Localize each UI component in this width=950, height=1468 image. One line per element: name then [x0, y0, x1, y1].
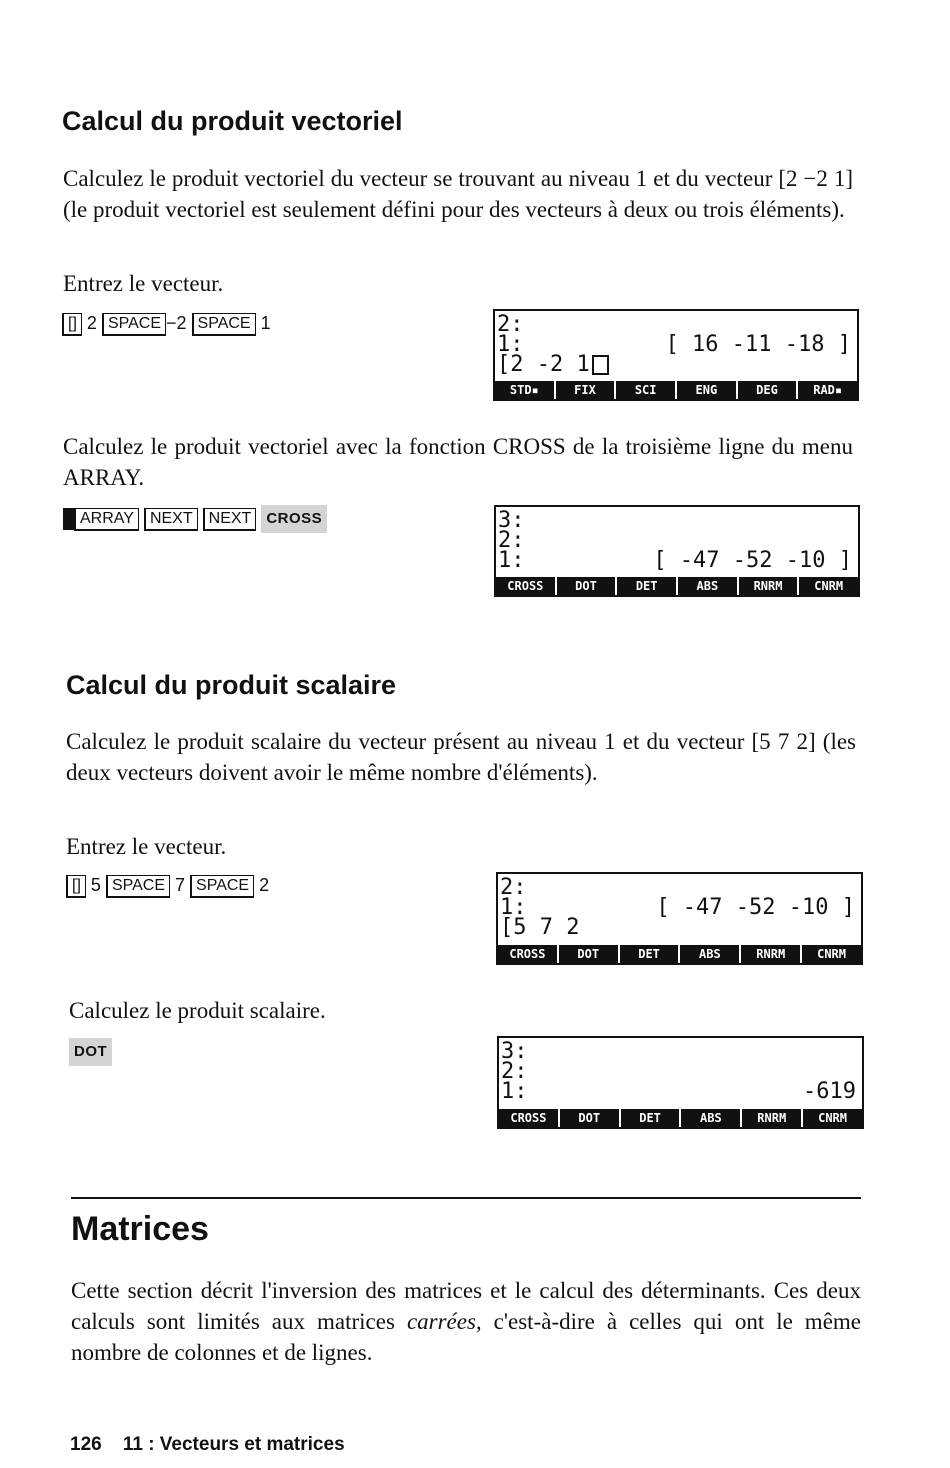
paragraph: Calculez le produit scalaire. — [69, 998, 326, 1023]
keystroke-sequence — [66, 872, 269, 898]
keystroke-digit: 2 — [86, 313, 97, 333]
softkey-label: RAD▪ — [798, 381, 857, 399]
softkey-label: CNRM — [803, 1109, 862, 1127]
stack-level-3: 3: — [498, 508, 525, 533]
chapter-section-title: Matrices — [71, 1210, 209, 1248]
stack-level-1: 1: [ -47 -52 -10 ] — [500, 895, 855, 920]
cursor-icon — [592, 355, 609, 375]
softkey-label: RNRM — [742, 1109, 801, 1127]
softkey-label: ENG — [677, 381, 736, 399]
softkey-label: DET — [617, 577, 676, 595]
softkey-label: RNRM — [739, 577, 798, 595]
stack-level-1: 1: -619 — [501, 1079, 856, 1104]
stack-level-2: 2: — [497, 312, 524, 337]
keystroke-digit: 5 — [90, 875, 101, 895]
softkey-label: CROSS — [496, 577, 555, 595]
softkey-label: ABS — [680, 945, 739, 963]
key-space: SPACE — [102, 313, 166, 336]
stack-value: [ -47 -52 -10 ] — [653, 548, 852, 573]
paragraph: Entrez le vecteur. — [63, 271, 224, 296]
softkey-label: CROSS — [499, 1109, 558, 1127]
keystroke-digit: 2 — [259, 875, 270, 895]
softkey-cross: CROSS — [261, 505, 327, 533]
softkey-menu — [499, 1109, 862, 1127]
stack-level-2: 2: — [500, 875, 527, 900]
paragraph: Calculez le produit vectoriel du vecteur se trouvant au niveau 1 et du vecteur [2 −2 1] (le produit vectoriel est seulement défini pour des vecteurs à deux ou trois éléments). — [63, 166, 853, 222]
softkey-label: SCI — [616, 381, 675, 399]
command-line: [5 7 2 — [500, 915, 580, 940]
stack-value: -619 — [803, 1079, 856, 1104]
calculator-display — [493, 309, 859, 401]
keystroke-digit: −2 — [166, 313, 187, 333]
keystroke-digit: 1 — [260, 313, 271, 333]
softkey-menu — [496, 577, 858, 595]
calculator-display — [494, 505, 860, 597]
paragraph: Calculez le produit vectoriel avec la fonction CROSS de la troisième ligne du menu ARRAY. — [63, 434, 853, 490]
page-footer — [70, 1434, 345, 1456]
command-line: [2 -2 1 — [495, 355, 857, 375]
softkey-menu — [495, 381, 857, 399]
section-divider — [71, 1197, 861, 1199]
paragraph: Calculez le produit scalaire du vecteur présent au niveau 1 et du vecteur [5 7 2] (les deux vecteurs doivent avoir le même nombre d'éléments). — [66, 729, 856, 785]
stack-level-1: 1: [ 16 -11 -18 ] — [497, 332, 851, 357]
softkey-label: CNRM — [799, 577, 858, 595]
softkey-label: STD▪ — [495, 381, 554, 399]
stack-value: [ -47 -52 -10 ] — [656, 895, 855, 920]
section-title: Calcul du produit scalaire — [66, 670, 397, 700]
softkey-label: CROSS — [498, 945, 557, 963]
key-space: SPACE — [192, 313, 256, 336]
paragraph: Cette section décrit l'inversion des matrices et le calcul des déterminants. Ces deux calculs sont limités aux matrices carrées, c'est-à-dire à celles qui ont le même nombre de colonnes et de lignes. — [71, 1278, 862, 1365]
calculator-display — [496, 872, 863, 965]
keystroke-digit: 7 — [175, 875, 186, 895]
softkey-label: DET — [621, 1109, 680, 1127]
section-title: Calcul du produit vectoriel — [62, 106, 403, 136]
shift-key-icon — [63, 508, 74, 530]
softkey-label: FIX — [556, 381, 615, 399]
keystroke-sequence — [69, 1038, 112, 1066]
softkey-label: DOT — [557, 577, 616, 595]
softkey-label: CNRM — [802, 945, 861, 963]
stack-level-2: 2: — [498, 528, 525, 553]
stack-level-2: 2: — [501, 1059, 528, 1084]
softkey-menu — [498, 945, 861, 963]
key-space: SPACE — [106, 875, 170, 898]
softkey-label: DOT — [559, 945, 618, 963]
keystroke-sequence — [62, 310, 271, 336]
softkey-dot: DOT — [69, 1038, 112, 1066]
calculator-display — [497, 1036, 864, 1129]
key-bracket: [] — [66, 875, 86, 898]
stack-value: [ 16 -11 -18 ] — [665, 332, 851, 357]
softkey-label: DET — [620, 945, 679, 963]
key-next: NEXT — [203, 508, 257, 531]
softkey-label: DEG — [738, 381, 797, 399]
keystroke-sequence — [63, 505, 327, 533]
chapter-label: 11 : Vecteurs et matrices — [122, 1434, 345, 1455]
stack-level-3: 3: — [501, 1039, 528, 1064]
softkey-label: ABS — [681, 1109, 740, 1127]
key-bracket: [] — [62, 313, 82, 336]
softkey-label: RNRM — [741, 945, 800, 963]
softkey-label: ABS — [678, 577, 737, 595]
softkey-label: DOT — [560, 1109, 619, 1127]
stack-level-1: 1: [ -47 -52 -10 ] — [498, 548, 852, 573]
paragraph: Entrez le vecteur. — [66, 834, 227, 859]
key-space: SPACE — [190, 875, 254, 898]
page-number: 126 — [70, 1434, 102, 1455]
key-next: NEXT — [144, 508, 198, 531]
key-array: ARRAY — [74, 508, 139, 531]
